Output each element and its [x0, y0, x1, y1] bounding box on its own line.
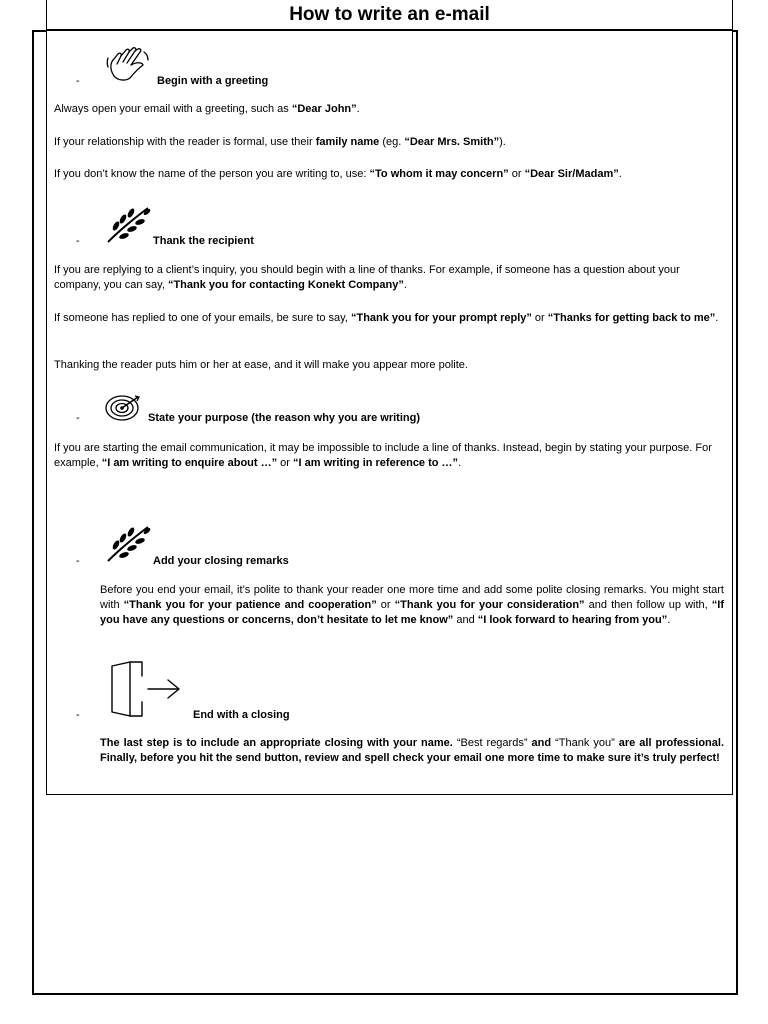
section-purpose-title: State your purpose (the reason why you are writing) [148, 412, 420, 424]
bullet-dash: - [76, 235, 80, 247]
thanks-paragraph-3: Thanking the reader puts him or her at ease, and it will make you appear more polite. [54, 359, 468, 371]
page-title: How to write an e-mail [46, 0, 733, 30]
waving-hand-icon [104, 46, 152, 82]
section-greeting-title: Begin with a greeting [157, 75, 269, 87]
greeting-paragraph-3: If you don’t know the name of the person you are writing to, use: “To whom it may concern” or “Dear Sir/Madam”. [54, 168, 622, 180]
laurel-branch-icon [104, 523, 152, 563]
thanks-paragraph-1: If you are replying to a client’s inquiry, you should begin with a line of thanks. For example, if someone has a question about your company, you can say, “Thank you for contacting Konekt Company”. [54, 264, 680, 291]
bullet-dash: - [76, 709, 80, 721]
purpose-paragraph-1: If you are starting the email communication, it may be impossible to include a line of thanks. Instead, begin by stating your purpose. For example, “I am writing to enquire about …” or “I am writing in reference to …”. [54, 442, 712, 469]
closing-remarks-paragraph-1: Before you end your email, it’s polite to thank your reader one more time and add some polite closing remarks. You might start with “Thank you for your patience and cooperation” or “Thank you for your consideration” and then follow up with, “If you have any questions or concerns, don’t hesitate to let me know” and “I look forward to hearing from you”. [100, 584, 725, 626]
section-closing-remarks-title: Add your closing remarks [153, 555, 289, 567]
thanks-paragraph-2: If someone has replied to one of your emails, be sure to say, “Thank you for your prompt reply” or “Thanks for getting back to me”. [54, 312, 719, 324]
bullet-dash: - [76, 75, 80, 87]
exit-door-icon [108, 660, 184, 718]
greeting-paragraph-2: If your relationship with the reader is formal, use their family name (eg. “Dear Mrs. Smith”). [54, 136, 506, 148]
greeting-paragraph-1: Always open your email with a greeting, such as “Dear John”. [54, 103, 360, 115]
bullet-dash: - [76, 555, 80, 567]
laurel-branch-icon [104, 204, 152, 244]
target-dart-icon [104, 393, 144, 423]
section-closing-title: End with a closing [193, 709, 290, 721]
section-thanks-title: Thank the recipient [153, 235, 254, 247]
bullet-dash: - [76, 412, 80, 424]
closing-paragraph-1: The last step is to include an appropriate closing with your name. “Best regards” and “Thank you” are all professional. Finally, before you hit the send button, review and spell check your email one more time to make sure it’s truly perfect! [100, 737, 724, 764]
